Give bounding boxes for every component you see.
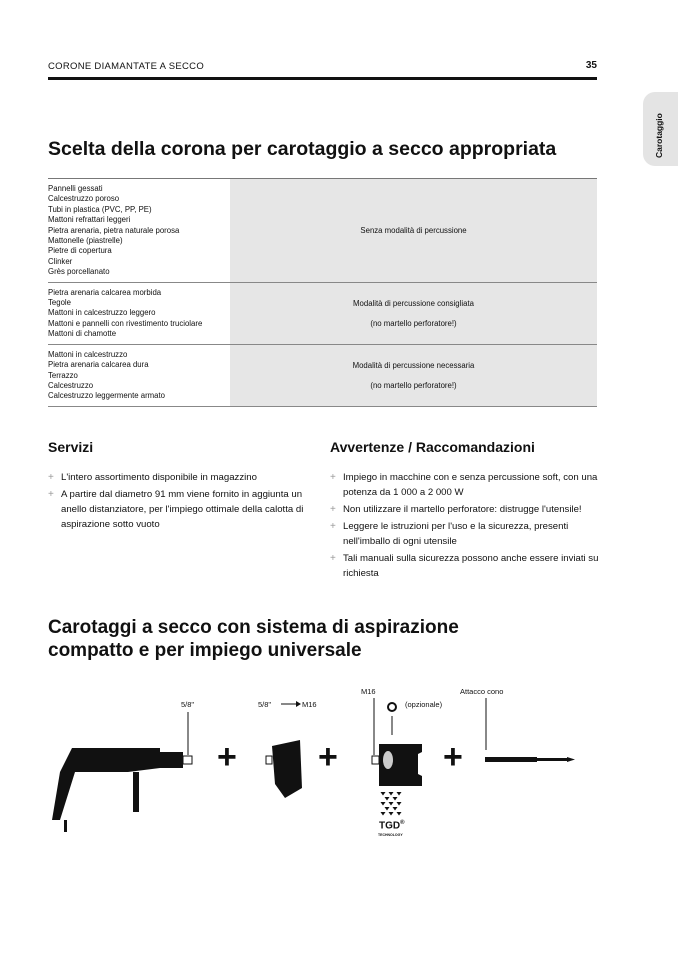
plus-icon: + xyxy=(217,738,237,776)
avvertenze-list xyxy=(330,470,600,581)
table-row xyxy=(48,179,597,283)
drill-label: 5/8" xyxy=(181,700,195,709)
bullet-text: Leggere le istruzioni per l'uso e la sicurezza, presenti nell'imballo di ogni utensile xyxy=(343,521,569,547)
material-item: Mattoni in calcestruzzo leggero xyxy=(48,308,156,318)
material-item: Mattoni e pannelli con rivestimento truciolare xyxy=(48,318,203,328)
diamond-mark xyxy=(381,812,386,816)
mode-note: (no martello perforatore!) xyxy=(370,380,457,390)
material-item: Pietra arenaria calcarea morbida xyxy=(48,287,162,297)
diamond-mark xyxy=(389,792,394,796)
plus-icon: + xyxy=(318,738,338,776)
mode-cell xyxy=(230,283,597,344)
material-item: Mattoni refrattari leggeri xyxy=(48,215,131,225)
material-item: Tubi in plastica (PVC, PP, PE) xyxy=(48,204,152,214)
material-item: Terrazzo xyxy=(48,370,78,380)
diamond-mark xyxy=(381,802,386,806)
plus-bullet-icon: + xyxy=(48,489,54,500)
material-item: Mattoni in calcestruzzo xyxy=(48,349,128,359)
mode-note: (no martello perforatore!) xyxy=(370,318,457,328)
material-item: Clinker xyxy=(48,256,73,266)
bullet-text: Tali manuali sulla sicurezza possono anche essere inviati su richiesta xyxy=(343,553,599,579)
plus-icon: + xyxy=(443,738,463,776)
material-item: Mattonelle (piastrelle) xyxy=(48,236,123,246)
bullet-item xyxy=(48,470,318,485)
material-item: Pietre di copertura xyxy=(48,246,112,256)
bullet-item xyxy=(48,487,318,532)
percussion-mode: Senza modalità di percussione xyxy=(360,225,467,235)
servizi-heading: Servizi xyxy=(48,439,94,455)
diamond-mark xyxy=(397,802,402,806)
diamond-mark xyxy=(393,807,398,811)
mode-cell xyxy=(230,179,597,282)
percussion-mode: Modalità di percussione consigliata xyxy=(353,298,474,308)
tgd-diamonds-icon xyxy=(381,792,402,816)
section-title: CORONE DIAMANTATE A SECCO xyxy=(48,61,205,72)
bullet-text: Impiego in macchine con e senza percussione soft, con una potenza da 1 000 a 2 000 W xyxy=(343,472,598,498)
material-item: Tegole xyxy=(48,298,71,308)
cone-rod-icon xyxy=(485,757,575,762)
bullet-text: L'intero assortimento disponibile in magazzino xyxy=(61,472,257,483)
material-item: Pannelli gessati xyxy=(48,184,103,193)
tgd-sub: TECHNOLOGY xyxy=(378,833,403,837)
cone-label: Attacco cono xyxy=(460,687,504,696)
diamond-mark xyxy=(389,802,394,806)
material-item: Calcestruzzo xyxy=(48,380,94,390)
avvertenze-heading: Avvertenze / Raccomandazioni xyxy=(330,439,535,455)
bullet-item xyxy=(330,470,600,500)
materials-cell xyxy=(48,345,230,406)
servizi-section xyxy=(48,439,318,534)
diamond-mark xyxy=(381,792,386,796)
bullet-item xyxy=(330,519,600,549)
material-item: Grès porcellanato xyxy=(48,267,110,277)
arrow-icon xyxy=(296,701,301,707)
adapter-to-label: M16 xyxy=(302,700,317,709)
table-row xyxy=(48,345,597,407)
plus-bullet-icon: + xyxy=(48,472,54,483)
table-row xyxy=(48,283,597,345)
material-item: Calcestruzzo poroso xyxy=(48,194,120,204)
drill-icon xyxy=(52,748,192,832)
material-item: Pietra arenaria, pietra naturale porosa xyxy=(48,225,180,235)
bit-label: M16 xyxy=(361,687,376,696)
tgd-logo-text: TGD® xyxy=(379,820,405,832)
diamond-mark xyxy=(385,797,390,801)
side-tab-label: Carotaggio xyxy=(654,113,664,158)
material-item: Mattoni di chamotte xyxy=(48,329,117,339)
bullet-item xyxy=(330,502,600,517)
optional-label: (opzionale) xyxy=(405,700,443,709)
material-item: Pietra arenaria calcarea dura xyxy=(48,360,149,370)
side-tab[interactable] xyxy=(643,92,678,166)
header-rule xyxy=(48,77,597,80)
avvertenze-section xyxy=(330,439,600,583)
mode-cell xyxy=(230,345,597,406)
plus-bullet-icon: + xyxy=(330,504,336,515)
plus-bullet-icon: + xyxy=(330,472,336,483)
core-bit-icon xyxy=(372,744,422,786)
materials-cell xyxy=(48,179,230,282)
section-title-2 xyxy=(48,616,459,662)
bullet-text: Non utilizzare il martello perforatore: distrugge l'utensile! xyxy=(343,504,582,515)
percussion-mode: Modalità di percussione necessaria xyxy=(352,360,475,370)
page-title: Scelta della corona per carotaggio a secco appropriata xyxy=(48,138,557,160)
material-item: Calcestruzzo leggermente armato xyxy=(48,391,166,401)
adapter-from-label: 5/8" xyxy=(258,700,272,709)
bullet-item xyxy=(330,551,600,581)
plus-bullet-icon: + xyxy=(330,521,336,532)
diamond-mark xyxy=(397,792,402,796)
ring-icon xyxy=(388,703,396,711)
material-table xyxy=(48,178,597,407)
materials-cell xyxy=(48,283,230,344)
page-number: 35 xyxy=(585,60,597,71)
diamond-mark xyxy=(385,807,390,811)
diamond-mark xyxy=(397,812,402,816)
title-line: compatto e per impiego universale xyxy=(48,640,362,661)
plus-bullet-icon: + xyxy=(330,553,336,564)
bullet-text: A partire dal diametro 91 mm viene fornito in aggiunta un anello distanziatore, per l'impiego ottimale della calotta di aspirazione sotto vuoto xyxy=(61,489,304,530)
diamond-mark xyxy=(389,812,394,816)
diagram-graphics xyxy=(0,680,678,850)
diamond-mark xyxy=(393,797,398,801)
system-diagram xyxy=(0,680,678,850)
adapter-icon xyxy=(266,740,302,798)
servizi-list xyxy=(48,470,318,532)
title-line: Carotaggi a secco con sistema di aspirazione xyxy=(48,617,459,638)
